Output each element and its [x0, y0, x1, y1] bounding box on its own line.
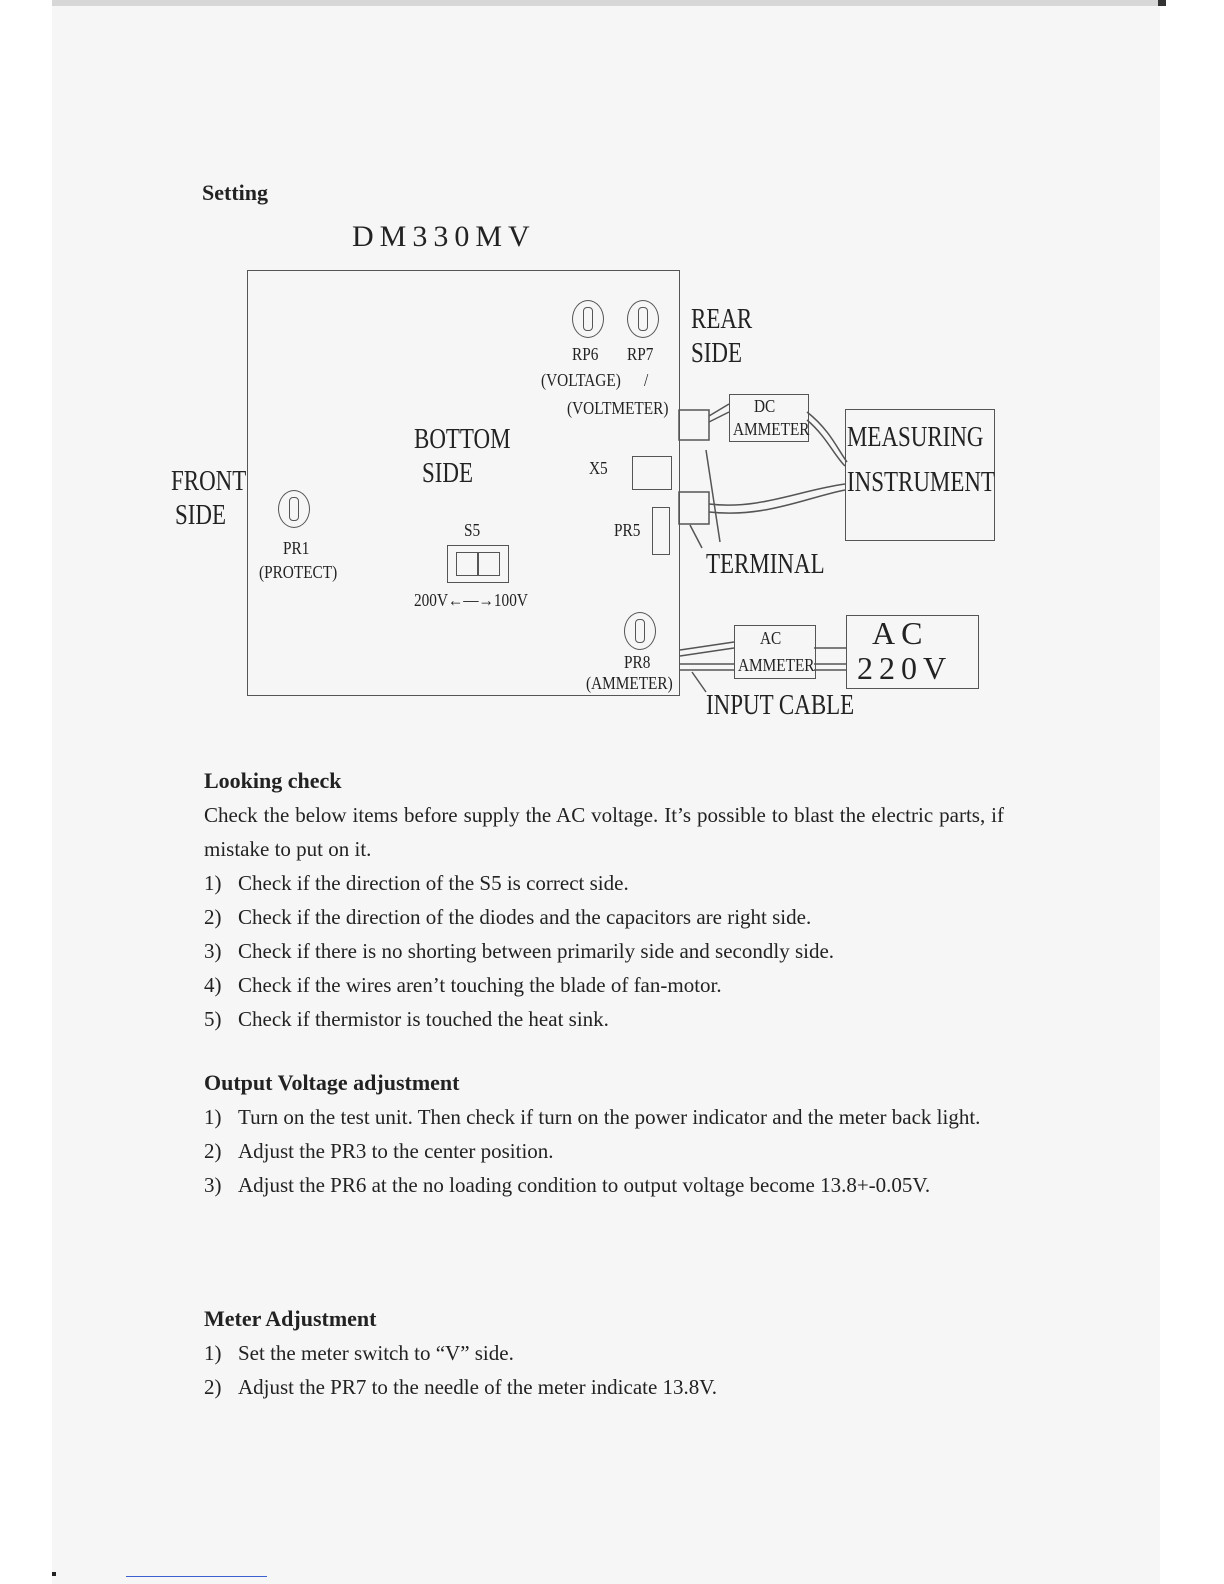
dc-ammeter-label: AMMETER [733, 419, 810, 439]
list-item: 1) Set the meter switch to “V” side. [204, 1341, 514, 1365]
s5-label: S5 [464, 520, 481, 540]
meter-adjustment-list [204, 1336, 1004, 1404]
instrument-label: INSTRUMENT [847, 467, 995, 498]
meter-adjustment-title: Meter Adjustment [204, 1306, 377, 1331]
terminal-pointer-2 [690, 525, 702, 548]
output-voltage-section [204, 1066, 1004, 1202]
input-cable-pointer [692, 672, 706, 692]
bottom-label-1: BOTTOM [414, 424, 511, 455]
list-item: 1) Check if the direction of the S5 is correct side. [204, 871, 629, 895]
slash-label: / [644, 370, 649, 390]
input-cable-label: INPUT CABLE [706, 690, 855, 721]
list-item: 2) Adjust the PR7 to the needle of the meter indicate 13.8V. [204, 1375, 718, 1399]
voltmeter-label: (VOLTMETER) [567, 398, 669, 418]
dc-label: DC [754, 396, 776, 416]
output-voltage-list [204, 1100, 1004, 1202]
rp6-label: RP6 [572, 344, 599, 364]
dc-to-instrument-1 [807, 412, 847, 462]
list-item: 3) Check if there is no shorting between primarily side and secondly side. [204, 939, 835, 963]
pr8-label: PR8 [624, 652, 651, 672]
ac-source-label: AC [872, 615, 929, 651]
bottom-label-2: SIDE [422, 458, 474, 489]
rear-label-2: SIDE [691, 338, 743, 369]
list-item: 3) Adjust the PR6 at the no loading condition to output voltage become 13.8+-0.05V. [204, 1173, 931, 1197]
terminal-label: TERMINAL [706, 549, 825, 580]
ac-label: AC [760, 628, 782, 648]
terminal-pointer-1 [706, 450, 720, 542]
list-item: 4) Check if the wires aren’t touching the blade of fan-motor. [204, 973, 722, 997]
front-label-1: FRONT [171, 466, 247, 497]
pr5-label: PR5 [614, 520, 641, 540]
pr1-label: PR1 [283, 538, 310, 558]
x5-label: X5 [589, 458, 608, 478]
section-heading: Setting [202, 180, 268, 205]
list-item: 2) Check if the direction of the diodes and the capacitors are right side. [204, 905, 812, 929]
rp7-label: RP7 [627, 344, 654, 364]
looking-check-intro: Check the below items before supply the AC voltage. It’s possible to blast the electric parts, if mistake to put on it. [204, 803, 1004, 861]
rear-label-1: REAR [691, 304, 753, 335]
list-item: 1) Turn on the test unit. Then check if turn on the power indicator and the meter back light. [204, 1105, 981, 1129]
looking-check-section [204, 764, 1004, 1036]
output-voltage-title: Output Voltage adjustment [204, 1070, 460, 1095]
terminal-block-mid [679, 492, 709, 524]
footer-link-underline [126, 1576, 267, 1577]
terminal-block-top [679, 410, 709, 440]
looking-check-list [204, 866, 1004, 1036]
ac-ammeter-label: AMMETER [738, 655, 815, 675]
looking-check-title: Looking check [204, 768, 342, 793]
scan-dot [52, 1572, 56, 1576]
measuring-label: MEASURING [847, 422, 984, 453]
meter-adjustment-section [204, 1302, 1004, 1404]
terminal-to-instrument-2 [709, 490, 845, 513]
list-item: 5) Check if thermistor is touched the heat sink. [204, 1007, 609, 1031]
model-title: DM330MV [352, 220, 536, 253]
dc-to-instrument-2 [807, 420, 845, 466]
protect-label: (PROTECT) [259, 562, 338, 582]
switch-range-label: 200V←—→100V [414, 590, 528, 610]
front-label-2: SIDE [175, 500, 227, 531]
ammeter-label: (AMMETER) [586, 673, 673, 693]
voltage-value-label: 220V [857, 650, 953, 686]
voltage-label: (VOLTAGE) [541, 370, 621, 390]
list-item: 2) Adjust the PR3 to the center position. [204, 1139, 554, 1163]
